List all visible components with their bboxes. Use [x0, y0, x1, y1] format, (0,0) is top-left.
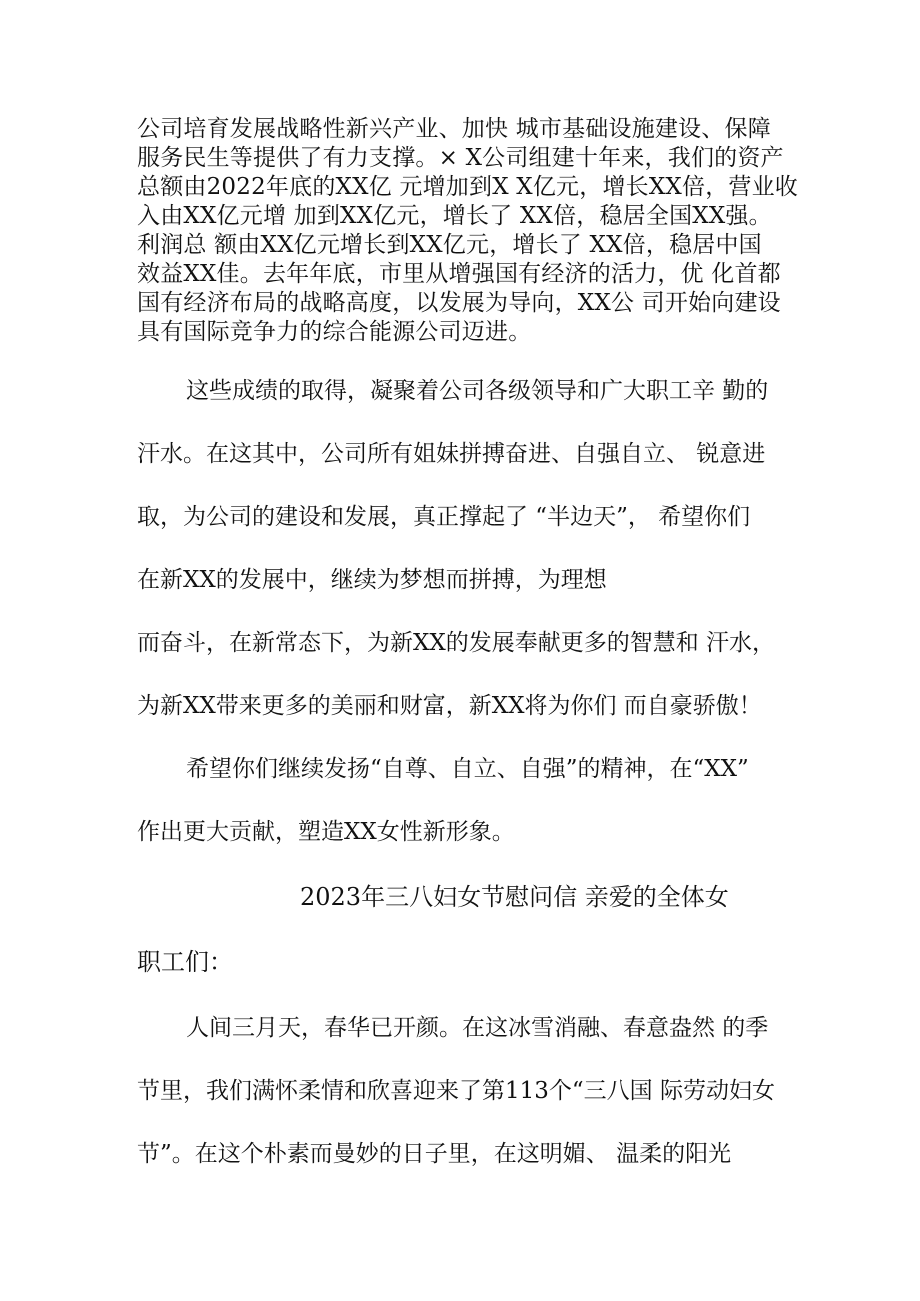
- paragraph-1-line-4: 入由XX亿元增 加到XX亿元，增长了 XX倍，稳居全国XX强。: [137, 203, 772, 229]
- paragraph-4-line-2: 节里，我们满怀柔情和欣喜迎来了第113个“三八国 际劳动妇女: [137, 1078, 775, 1104]
- paragraph-2-line-3: 取，为公司的建设和发展，真正撑起了 “半边天”， 希望你们: [137, 504, 751, 530]
- paragraph-1-line-6: 效益XX佳。去年年底，市里从增强国有经济的活力，优 化首都: [137, 261, 781, 287]
- paragraph-3-line-1: 希望你们继续发扬“自尊、自立、自强”的精神，在“XX”: [186, 756, 749, 782]
- paragraph-1-line-3: 总额由2022年底的XX亿 元增加到X X亿元，增长XX倍，营业收: [137, 174, 798, 200]
- paragraph-2-line-6: 为新XX带来更多的美丽和财富，新XX将为你们 而自豪骄傲！: [137, 693, 762, 719]
- paragraph-1-line-5: 利润总 额由XX亿元增长到XX亿元，增长了 XX倍，稳居中国: [137, 232, 762, 258]
- paragraph-1-line-8: 具有国际竞争力的综合能源公司迈进。: [137, 319, 532, 345]
- paragraph-2-line-1: 这些成绩的取得，凝聚着公司各级领导和广大职工辛 勤的: [186, 378, 769, 404]
- paragraph-3-line-2: 作出更大贡献，塑造XX女性新形象。: [137, 819, 515, 845]
- paragraph-2-line-5: 而奋斗，在新常态下，为新XX的发展奉献更多的智慧和 汗水，: [137, 630, 776, 656]
- paragraph-4-line-3: 节”。在这个朴素而曼妙的日子里，在这明媚、 温柔的阳光: [137, 1141, 732, 1167]
- paragraph-1-line-2: 服务民生等提供了有力支撑。× X公司组建十年来，我们的资产: [137, 145, 784, 171]
- paragraph-1-line-1: 公司培育发展战略性新兴产业、加快 城市基础设施建设、保障: [137, 116, 771, 142]
- paragraph-2-line-2: 汗水。在这其中，公司所有姐妹拼搏奋进、自强自立、 锐意进: [137, 441, 766, 467]
- paragraph-1-line-7: 国有经济布局的战略高度，以发展为导向，XX公 司开始向建设: [137, 290, 781, 316]
- letter-title: 2023年三八妇女节慰问信 亲爱的全体女: [300, 883, 729, 911]
- paragraph-2-line-4: 在新XX的发展中，继续为梦想而拼搏，为理想: [137, 567, 607, 593]
- paragraph-4-line-1: 人间三月天，春华已开颜。在这冰雪消融、春意盎然 的季: [186, 1015, 769, 1041]
- letter-salutation: 职工们：: [137, 948, 233, 976]
